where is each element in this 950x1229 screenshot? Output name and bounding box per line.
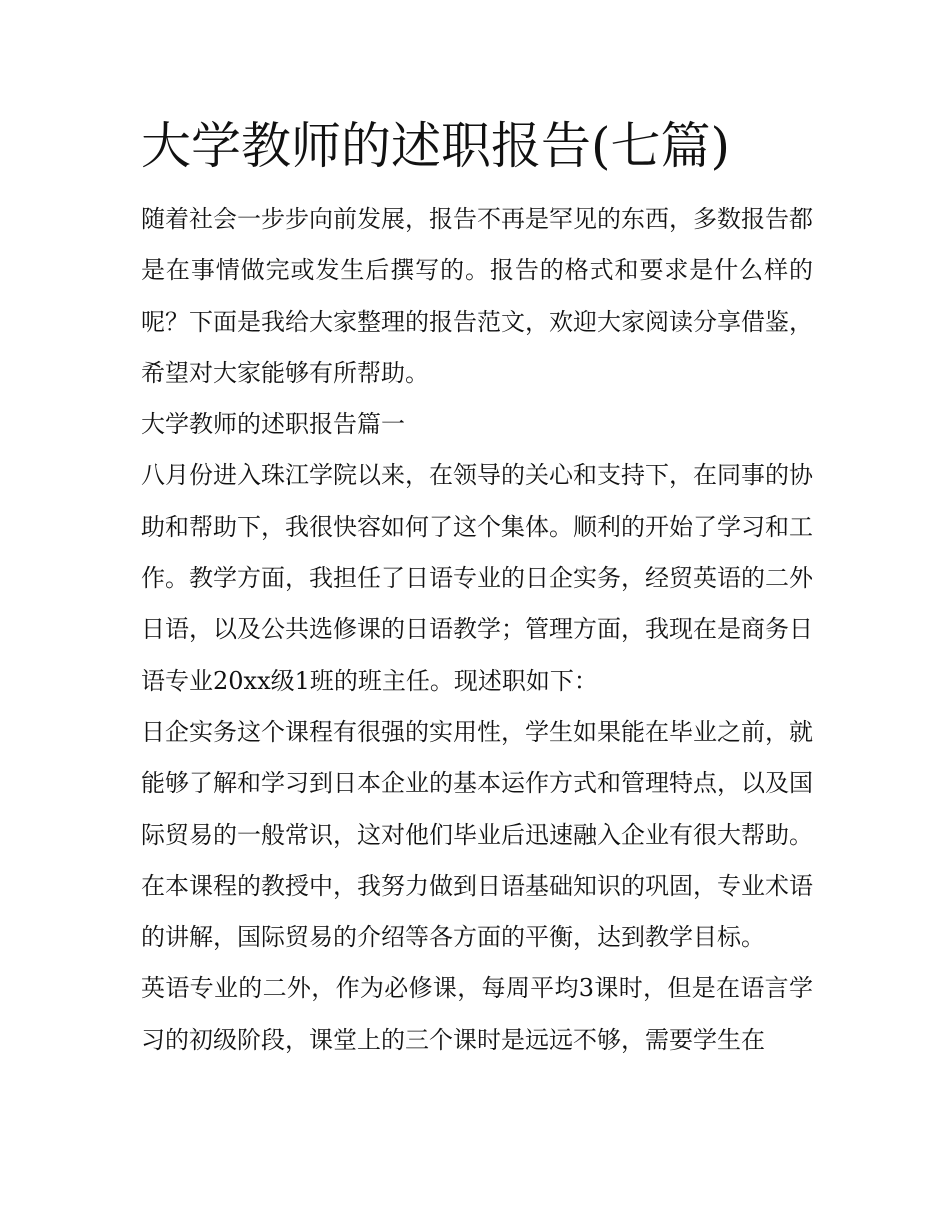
intro-paragraph: 随着社会一步步向前发展，报告不再是罕见的东西，多数报告都是在事情做完或发生后撰写的。报告的格式和要求是什么样的呢？下面是我给大家整理的报告范文，欢迎大家阅读分享借鉴，希望对大家能够有所帮助。	[141, 205, 813, 387]
body-paragraph: 八月份进入珠江学院以来，在领导的关心和支持下，在同事的协助和帮助下，我很快容如何了这个集体。顺利的开始了学习和工作。教学方面，我担任了日语专业的日企实务，经贸英语的二外日语，以及公共选修课的日语教学；管理方面，我现在是商务日语专业20xx级1班的班主任。现述职如下：	[141, 461, 813, 695]
document-page	[141, 110, 813, 1066]
body-paragraph: 英语专业的二外，作为必修课，每周平均3课时，但是在语言学习的初级阶段，课堂上的三个课时是远远不够，需要学生在	[141, 974, 813, 1054]
section-heading: 大学教师的述职报告篇一	[141, 410, 405, 439]
body-paragraph: 日企实务这个课程有很强的实用性，学生如果能在毕业之前，就能够了解和学习到日本企业的基本运作方式和管理特点，以及国际贸易的一般常识，这对他们毕业后迅速融入企业有很大帮助。在本课程的教授中，我努力做到日语基础知识的巩固，专业术语的讲解，国际贸易的介绍等各方面的平衡，达到教学目标。	[141, 717, 813, 952]
document-title: 大学教师的述职报告(七篇)	[141, 117, 731, 175]
